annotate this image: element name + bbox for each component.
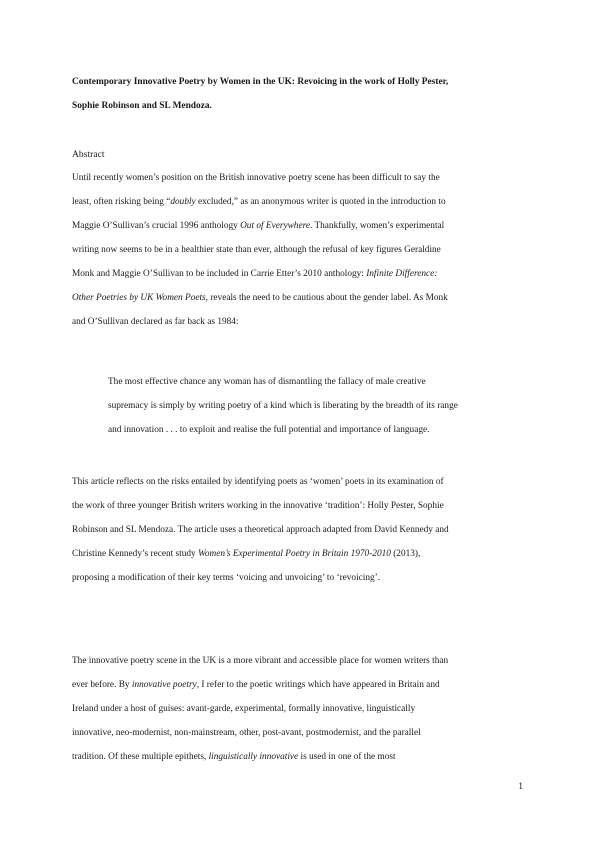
text-line: ever before. By innovative poetry, I refer to the poetic writings which have appeared in Britain and — [72, 680, 440, 690]
emphasis: innovative poetry — [131, 680, 197, 690]
abstract-paragraph-2 — [72, 470, 522, 590]
page-number: 1 — [518, 781, 523, 792]
text-line: Maggie O’Sullivan’s crucial 1996 anthology Out of Everywhere. Thankfully, women’s experimental — [72, 221, 445, 231]
block-quote — [108, 370, 528, 442]
text-line: the work of three younger British writers working in the innovative ‘tradition’: Holly Pester, Sophie — [72, 501, 444, 511]
text-line: least, often risking being “doubly excluded,” as an anonymous writer is quoted in the introduction to — [72, 197, 446, 207]
paper-title — [72, 70, 532, 118]
quote-line: The most effective chance any woman has of dismantling the fallacy of male creative — [108, 377, 426, 387]
abstract-heading: Abstract — [72, 149, 105, 160]
body-paragraph-1 — [72, 649, 522, 769]
text-line: Ireland under a host of guises: avant-garde, experimental, formally innovative, linguistically — [72, 704, 416, 714]
text-line: Christine Kennedy’s recent study Women’s Experimental Poetry in Britain 1970-2010 (2013), — [72, 549, 421, 559]
emphasis: linguistically innovative — [208, 752, 299, 762]
text-line: tradition. Of these multiple epithets, linguistically innovative is used in one of the most — [72, 752, 396, 762]
abstract-paragraph-1 — [72, 166, 522, 334]
book-title: Infinite Difference: — [366, 269, 438, 279]
book-title: Out of Everywhere — [240, 221, 310, 231]
text-line: writing now seems to be in a healthier state than ever, although the refusal of key figures Geraldine — [72, 245, 441, 255]
quote-line: supremacy is simply by writing poetry of a kind which is liberating by the breadth of its range — [108, 401, 458, 411]
quote-line: and innovation . . . to exploit and realise the full potential and importance of language. — [108, 425, 430, 435]
text-line: The innovative poetry scene in the UK is a more vibrant and accessible place for women writers than — [72, 656, 449, 666]
text-line: proposing a modification of their key terms ‘voicing and unvoicing’ to ‘revoicing’. — [72, 573, 381, 583]
book-title: Women’s Experimental Poetry in Britain 1970-2010 — [198, 549, 391, 559]
text-line: Other Poetries by UK Women Poets, reveals the need to be cautious about the gender label. As Monk — [72, 293, 448, 303]
emphasis: doubly — [170, 197, 196, 207]
text-line: Until recently women’s position on the British innovative poetry scene has been difficult to say the — [72, 173, 440, 183]
title-line-1: Contemporary Innovative Poetry by Women in the UK: Revoicing in the work of Holly Pester, — [72, 77, 449, 87]
text-line: Monk and Maggie O’Sullivan to be included in Carrie Etter’s 2010 anthology: Infinite Difference: — [72, 269, 438, 279]
book-title: Other Poetries by UK Women Poets — [72, 293, 206, 303]
text-line: Robinson and SL Mendoza. The article uses a theoretical approach adapted from David Kennedy and — [72, 525, 449, 535]
text-line: and O’Sullivan declared as far back as 1984: — [72, 317, 239, 327]
title-line-2: Sophie Robinson and SL Mendoza. — [72, 101, 212, 111]
text-line: This article reflects on the risks entailed by identifying poets as ‘women’ poets in its examination of — [72, 477, 444, 487]
text-line: innovative, neo-modernist, non-mainstream, other, post-avant, postmodernist, and the parallel — [72, 728, 421, 738]
